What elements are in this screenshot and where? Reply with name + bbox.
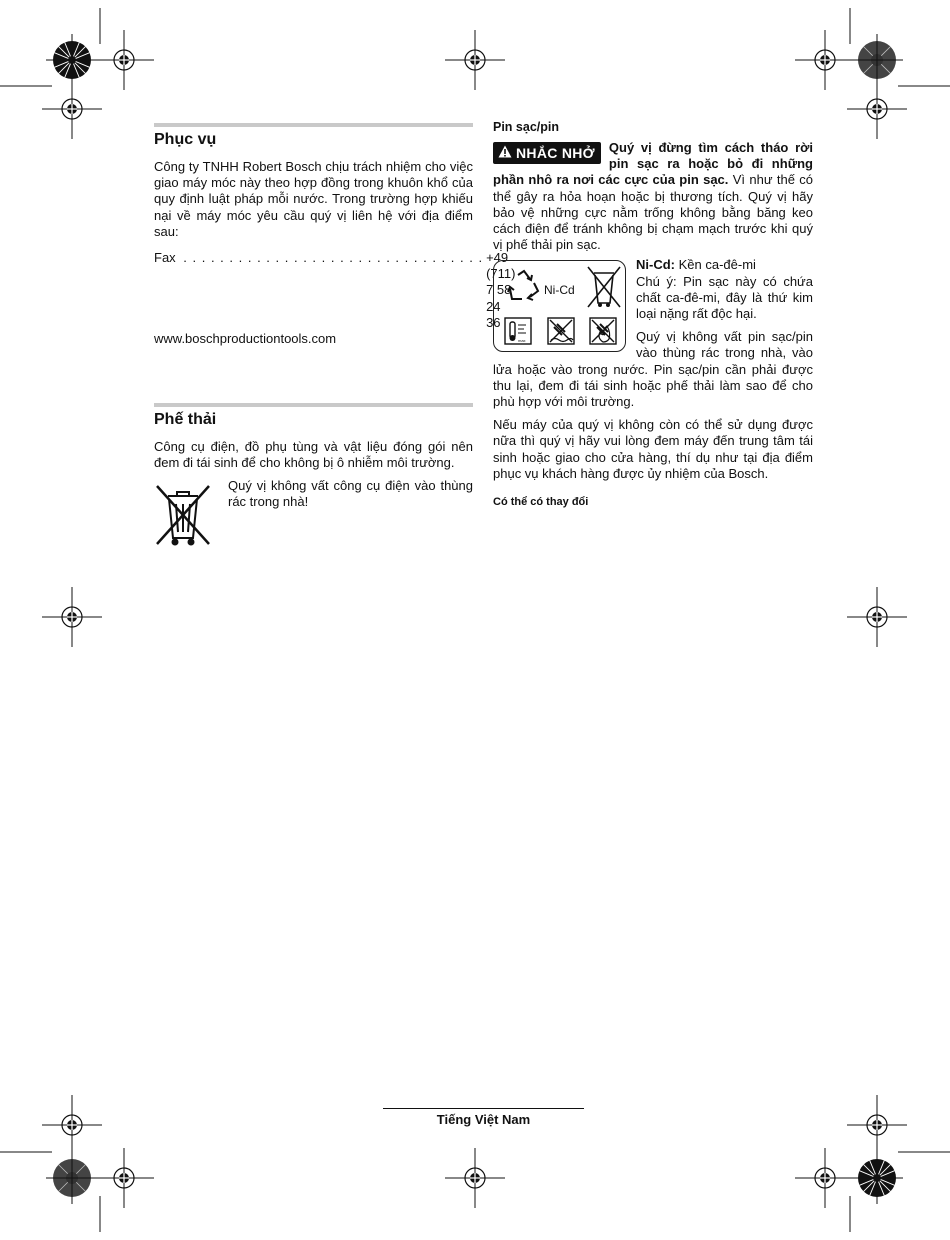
battery-warning	[493, 140, 813, 253]
subject-to-change: Có thể có thay đổi	[493, 496, 589, 509]
nicd-bold: Ni-Cd:	[636, 257, 675, 273]
bin-note: Quý vị không vất công cụ điện vào thùng rác trong nhà!	[228, 477, 473, 509]
no-fire-icon	[589, 317, 617, 345]
svg-text:max: max	[518, 338, 526, 344]
fax-leader-dots: . . . . . . . . . . . . . . . . . . . . . . . . . . . . . . . . .	[178, 250, 484, 266]
battery-symbols-box	[493, 260, 626, 352]
warning-badge-label: NHẮC NHỞ	[516, 145, 595, 161]
warning-triangle-icon	[498, 145, 512, 161]
fax-label: Fax	[154, 250, 176, 266]
warning-body-text: Vì như thế có thể gây ra hỏa hoạn hoặc bị thương tích. Quý vị hãy bảo vệ những cực nằm trống không bằng băng keo cách điện để tránh không bị chạm mạch trước khi quý vị phế thải pin sạc.	[493, 172, 813, 253]
battery-heading: Pin sạc/pin	[493, 120, 559, 134]
temperature-limit-icon	[504, 317, 532, 345]
nicd-symbol-label: Ni-Cd	[544, 283, 575, 298]
service-heading: Phục vụ	[154, 123, 473, 149]
crossed-bin-icon	[154, 482, 212, 548]
recycle-icon	[506, 269, 542, 303]
no-water-icon	[547, 317, 575, 345]
fax-number: +49 (711) 7 58 24 36	[486, 250, 516, 330]
service-website[interactable]: www.boschproductiontools.com	[154, 331, 337, 347]
disposal-bin-block	[154, 478, 473, 510]
right-column	[493, 120, 813, 508]
footer-rule	[383, 1108, 584, 1109]
nicd-text: Kền ca-đê-mi	[675, 257, 756, 273]
nicd-block	[493, 257, 813, 410]
disposal-heading: Phế thải	[154, 403, 473, 429]
left-column	[154, 123, 516, 554]
warning-badge	[493, 142, 601, 164]
service-body: Công ty TNHH Robert Bosch chịu trách nhiệm cho việc giao máy móc này theo hợp đồng trong khuôn khổ của quy định luật pháp mỗi nước. Trong trường hợp khiếu nại về máy móc yêu cầu quý vị liên hệ với địa điểm sau:	[154, 159, 473, 239]
disposal-body: Công cụ điện, đồ phụ tùng và vật liệu đóng gói nên đem đi tái sinh để cho không bị ô nhiễm môi trường.	[154, 439, 473, 471]
nicd-note: Chú ý: Pin sạc này có chứa chất ca-đê-mi, đây là thứ kim loại nặng rất độc hại.	[636, 273, 813, 322]
fax-row	[154, 250, 516, 331]
crossed-bin-battery-icon	[586, 265, 622, 309]
dispose-note: Quý vị không vất pin sạc/pin vào thùng rác trong nhà, vào lửa hoặc vào trong nước. Pin sạc/pin cần phải được thu lại, đem đi tái sinh hoặc phế thải làm sao để cho phù hợp với môi trường.	[493, 329, 813, 410]
footer-language: Tiếng Việt Nam	[436, 1112, 531, 1127]
unusable-note: Nếu máy của quý vị không còn có thể sử dụng được nữa thì quý vị hãy vui lòng đem máy đến trung tâm tái sinh hoặc giao cho cửa hàng, thí dụ như tại địa điểm phục vụ khách hàng được ủy nhiệm của Bosch.	[493, 417, 813, 481]
warning-bold-text: Quý vị đừng tìm cách tháo rời pin sạc ra hoặc bỏ đi những phần nhô ra nơi các cực của pin sạc.	[493, 140, 813, 188]
